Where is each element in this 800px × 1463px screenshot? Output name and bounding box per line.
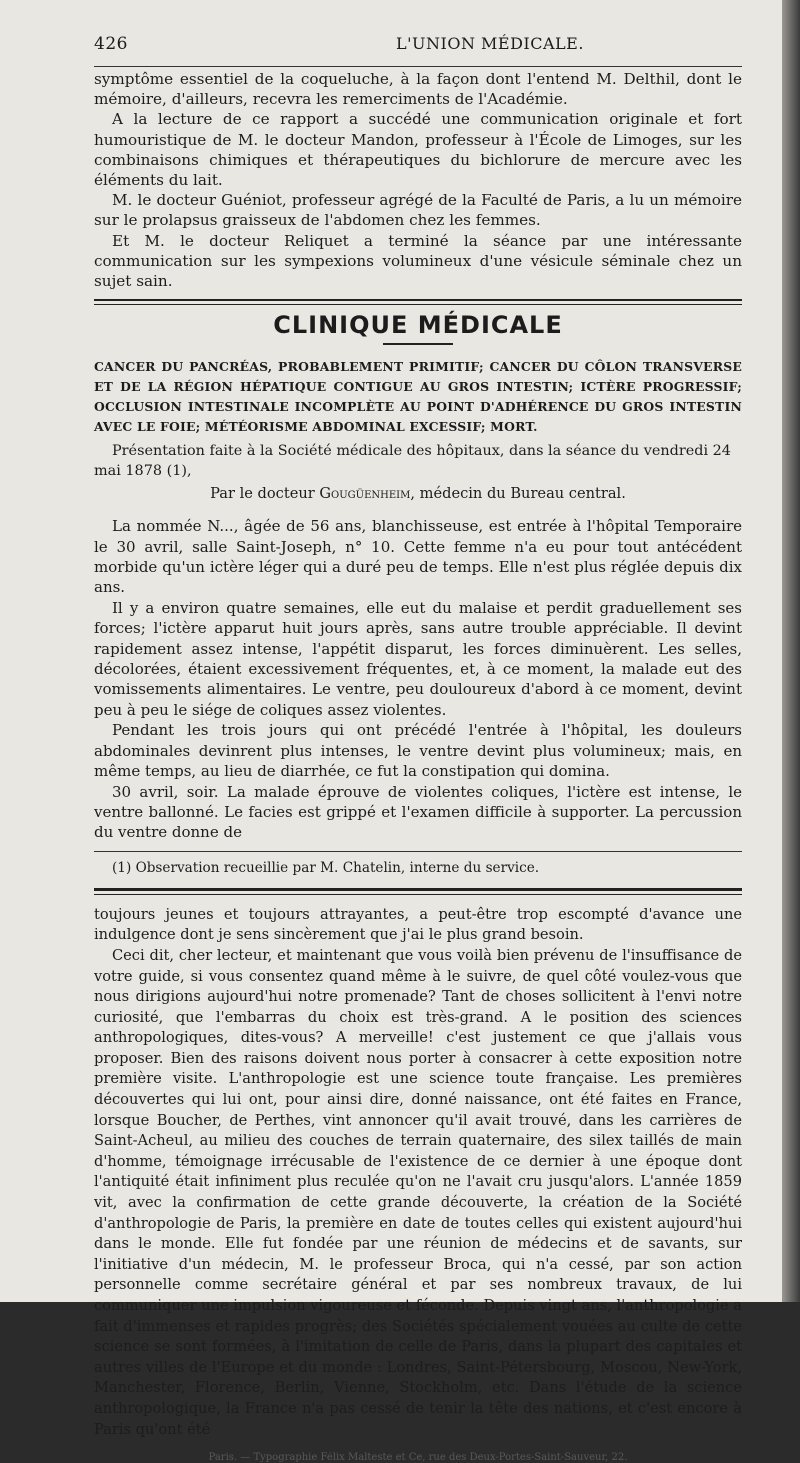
case-report [94,516,742,843]
intro-paragraph: M. le docteur Guéniot, professeur agrégé de la Faculté de Paris, a lu un mémoire sur le prolapsus graisseux de l'abdomen chez les femmes. [94,191,742,230]
feuilleton-paragraph: toujours jeunes et toujours attrayantes, a peut-être trop escompté d'avance une indulgence dont je sens sincèrement que j'ai le plus grand besoin. [94,905,742,944]
header-rule [94,66,742,67]
article-subtitle: CANCER DU PANCRÉAS, PROBABLEMENT PRIMITIF; CANCER DU CÔLON TRANSVERSE ET DE LA RÉGION HÉPATIQUE CONTIGUE AU GROS INTESTIN; ICTÈRE PROGRESSIF; OCCLUSION INTESTINALE INCOMPLÈTE AU POINT D'ADHÉRENCE DU GROS INTESTIN AVEC LE FOIE; MÉTÉORISME ABDOMINAL EXCESSIF; MORT. [94,359,742,435]
feuilleton-divider [94,888,742,895]
case-paragraph: Il y a environ quatre semaines, elle eut du malaise et perdit graduellement ses forces; l'ictère apparut huit jours après, sans autre trouble appréciable. Il devint rapidement assez intense, l'appétit disparut, les forces diminuèrent. Les selles, décolorées, étaient excessivement fréquentes, et, à ce moment, la malade eut des vomissements alimentaires. Le ventre, peu douloureux d'abord à ce moment, devint peu à peu le siége de coliques assez violentes. [94,598,742,719]
running-header [94,34,742,60]
page-number: 426 [94,34,128,54]
feuilleton [94,905,742,1440]
presentation-line: Présentation faite à la Société médicale des hôpitaux, dans la séance du vendredi 24 mai 1878 (1), [94,443,731,480]
section-title: CLINIQUE MÉDICALE [273,311,563,340]
author-line [94,485,742,502]
author-suffix: , médecin du Bureau central. [410,485,626,503]
feuilleton-paragraph: Ceci dit, cher lecteur, et maintenant que vous voilà bien prévenu de l'insuffisance de votre guide, si vous consentez quand même à le suivre, de quel côté voulez-vous que nous dirigions aujourd'hui notre promenade? Tant de choses sollicitent à l'envi notre curiosité, que l'embarras du choix est très-grand. A le position des sciences anthropologiques, dites-vous? A merveille! c'est justement ce que j'allais vous proposer. Bien des raisons doivent nous porter à consacrer à cette exposition notre première visite. L'anthropologie est une science toute française. Les premières découvertes qui lui ont, pour ainsi dire, donné naissance, ont été faites en France, lorsque Boucher, de Perthes, vint annoncer qu'il avait trouvé, dans les carrières de Saint-Acheul, au milieu des couches de terrain quaternaire, des silex taillés de main d'homme, témoignage irrécusable de l'existence de ce dernier à une époque dont l'antiquité était infiniment plus reculée qu'on ne l'avait cru jusqu'alors. L'année 1859 vit, avec la confirmation de cette grande découverte, la création de la Société d'anthropologie de Paris, la première en date de toutes celles qui existent aujourd'hui dans le monde. Elle fut fondée par une réunion de médecins et de savants, sur l'initiative d'un médecin, M. le professeur Broca, qui n'a cessé, par son action personnelle comme secrétaire général et par ses nombreux travaux, de lui communiquer une impulsion vigoureuse et féconde. Depuis vingt ans, l'anthropologie a fait d'immenses et rapides progrès; des Sociétés spécialement vouées au culte de cette science se sont formées, à l'imitation de celle de Paris, dans la plupart des capitales et autres villes de l'Europe et du monde : Londres, Saint-Pétersbourg, Moscou, New-York, Manchester, Florence, Berlin, Vienne, Stockholm, etc. Dans l'étude de la science anthropologique, la France n'a pas cessé de tenir la tête des nations, et c'est encore à Paris qu'ont été [94,946,742,1438]
case-paragraph: Pendant les trois jours qui ont précédé l'entrée à l'hôpital, les douleurs abdominales devinrent plus intenses, le ventre devint plus volumineux; mais, en même temps, au lieu de diarrhée, ce fut la constipation qui domina. [94,721,742,781]
footnote-rule [94,851,742,852]
page-edge-shadow [782,0,800,1302]
case-paragraph: 30 avril, soir. La malade éprouve de violentes coliques, l'ictère est intense, le ventre ballonné. Le facies est grippé et l'examen difficile à supporter. La percussion du ventre donne de [94,782,742,842]
journal-title: L'UNION MÉDICALE. [396,34,584,53]
intro-paragraph: A la lecture de ce rapport a succédé une communication originale et fort humouristique de M. le docteur Mandon, professeur à l'École de Limoges, sur les combinaisons chimiques et thérapeutiques du bichlorure de mercure avec les éléments du lait. [94,110,742,190]
intro-paragraph: symptôme essentiel de la coqueluche, à la façon dont l'entend M. Delthil, dont le mémoire, d'ailleurs, recevra les remerciments de l'Académie. [94,70,742,109]
author-name: Gougüenheim [319,485,411,503]
author-prefix: Par le docteur [210,485,315,503]
case-paragraph: La nommée N..., âgée de 56 ans, blanchisseuse, est entrée à l'hôpital Temporaire le 30 avril, salle Saint-Joseph, n° 10. Cette femme n'a eu pour tout antécédent morbide qu'un ictère léger qui a duré peu de temps. Elle n'est plus réglée depuis dix ans. [94,517,742,597]
section-divider [94,299,742,305]
footnote: (1) Observation recueillie par M. Chatelin, interne du service. [112,859,540,876]
academy-report [94,69,742,291]
title-underline [383,343,453,345]
printer-imprint: Paris. — Typographie Félix Malteste et Ce, rue des Deux-Portes-Saint-Sauveur, 22. [208,1452,628,1463]
intro-paragraph: Et M. le docteur Reliquet a terminé la séance par une intéressante communication sur les sympexions volumineux d'une vésicule séminale chez un sujet sain. [94,231,742,291]
